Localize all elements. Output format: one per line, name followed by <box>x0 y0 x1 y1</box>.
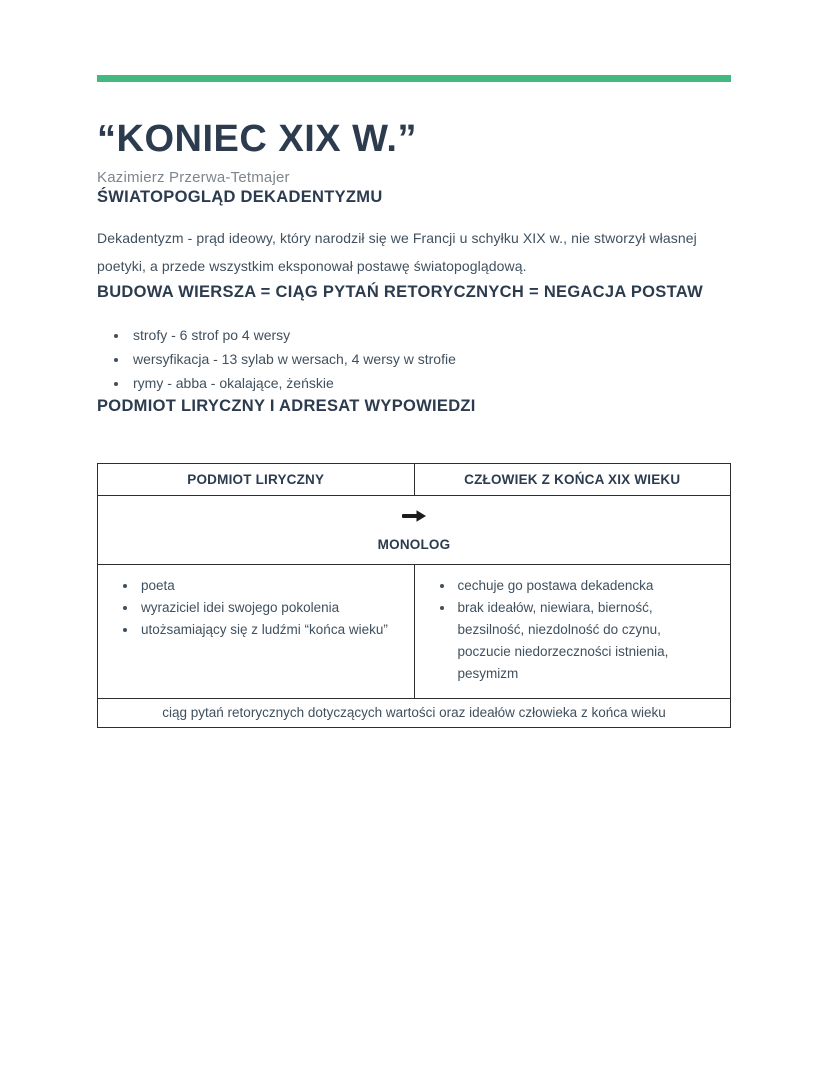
list-item: • strofy - 6 strof po 4 wersy <box>129 323 731 347</box>
section-heading-budowa-wiersza: BUDOWA WIERSZA = CIĄG PYTAŃ RETORYCZNYCH = NEGACJA POSTAW <box>97 282 703 301</box>
paragraph-dekadentyzm: Dekadentyzm - prąd ideowy, który narodził się we Francji u schyłku XIX w., nie stworzył własnej poetyki, a przede wszystkim eksponował postawę światopoglądową. <box>97 229 697 275</box>
table-header-row <box>98 464 731 496</box>
table-header-podmiot-liryczny: PODMIOT LIRYCZNY <box>98 464 415 496</box>
list-item: • wyraziciel idei swojego pokolenia <box>138 597 400 619</box>
list-item: • utożsamiający się z ludźmi “końca wieku” <box>138 619 400 641</box>
podmiot-bullet-list <box>112 575 400 641</box>
section-heading-podmiot-liryczny: PODMIOT LIRYCZNY I ADRESAT WYPOWIEDZI <box>97 397 476 416</box>
podmiot-liryczny-cell <box>98 565 415 699</box>
list-item: • poeta <box>138 575 400 597</box>
monolog-cell <box>98 496 731 565</box>
czlowiek-bullet-list <box>429 575 717 684</box>
czlowiek-cell <box>414 565 731 699</box>
table-body-row <box>98 565 731 699</box>
document-author: Kazimierz Przerwa-Tetmajer <box>97 168 290 186</box>
analysis-table <box>97 463 731 728</box>
table-header-czlowiek: CZŁOWIEK Z KOŃCA XIX WIEKU <box>414 464 731 496</box>
list-item: • wersyfikacja - 13 sylab w wersach, 4 wersy w strofie <box>129 347 731 371</box>
right-arrow-icon <box>402 509 427 523</box>
page-title: “KONIEC XIX W.” <box>97 118 417 160</box>
budowa-bullet-list <box>97 323 731 395</box>
list-item: • cechuje go postawa dekadencka <box>455 575 717 597</box>
monolog-label: MONOLOG <box>377 537 451 553</box>
table-monolog-row <box>98 496 731 565</box>
section-heading-swiatopoglad-dekadentyzmu: ŚWIATOPOGLĄD DEKADENTYZMU <box>97 187 383 206</box>
list-item: • rymy - abba - okalające, żeńskie <box>129 371 731 395</box>
table-footer-cell: ciąg pytań retorycznych dotyczących wartości oraz ideałów człowieka z końca wieku <box>98 699 731 728</box>
table-footer-row <box>98 699 731 728</box>
list-item: • brak ideałów, niewiara, bierność, bezsilność, niezdolność do czynu, poczucie niedorzeczności istnienia, pesymizm <box>455 597 717 684</box>
accent-bar <box>97 75 731 82</box>
